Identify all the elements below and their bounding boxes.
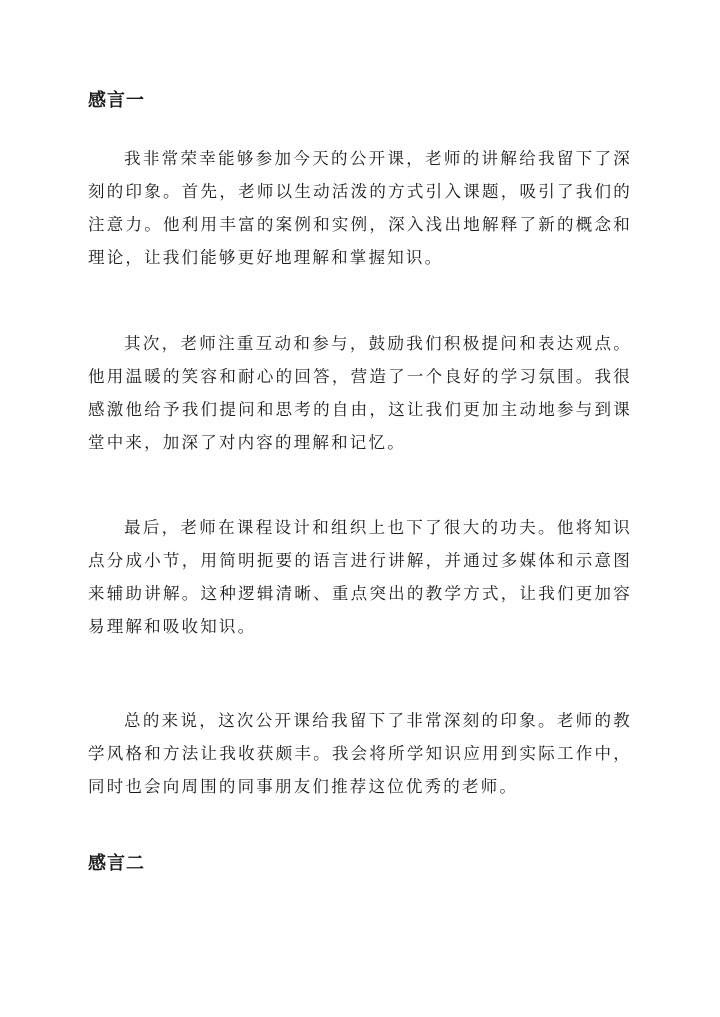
section-heading-1: 感言一 (88, 90, 145, 111)
paragraph-3: 最后，老师在课程设计和组织上也下了很大的功夫。他将知识点分成小节，用简明扼要的语言进行讲解，并通过多媒体和示意图来辅助讲解。这种逻辑清晰、重点突出的教学方式，让我们更加容易理解和吸收知识。 (88, 518, 632, 636)
paragraph-4: 总的来说，这次公开课给我留下了非常深刻的印象。老师的教学风格和方法让我收获颇丰。我会将所学知识应用到实际工作中，同时也会向周围的同事朋友们推荐这位优秀的老师。 (88, 711, 632, 796)
paragraph-2: 其次，老师注重互动和参与，鼓励我们积极提问和表达观点。他用温暖的笑容和耐心的回答，营造了一个良好的学习氛围。我很感激他给予我们提问和思考的自由，这让我们更加主动地参与到课堂中来，加深了对内容的理解和记忆。 (88, 334, 632, 452)
paragraph-1: 我非常荣幸能够参加今天的公开课，老师的讲解给我留下了深刻的印象。首先，老师以生动活泼的方式引入课题，吸引了我们的注意力。他利用丰富的案例和实例，深入浅出地解释了新的概念和理论，让我们能够更好地理解和掌握知识。 (88, 149, 632, 267)
section-heading-2: 感言二 (88, 853, 145, 874)
